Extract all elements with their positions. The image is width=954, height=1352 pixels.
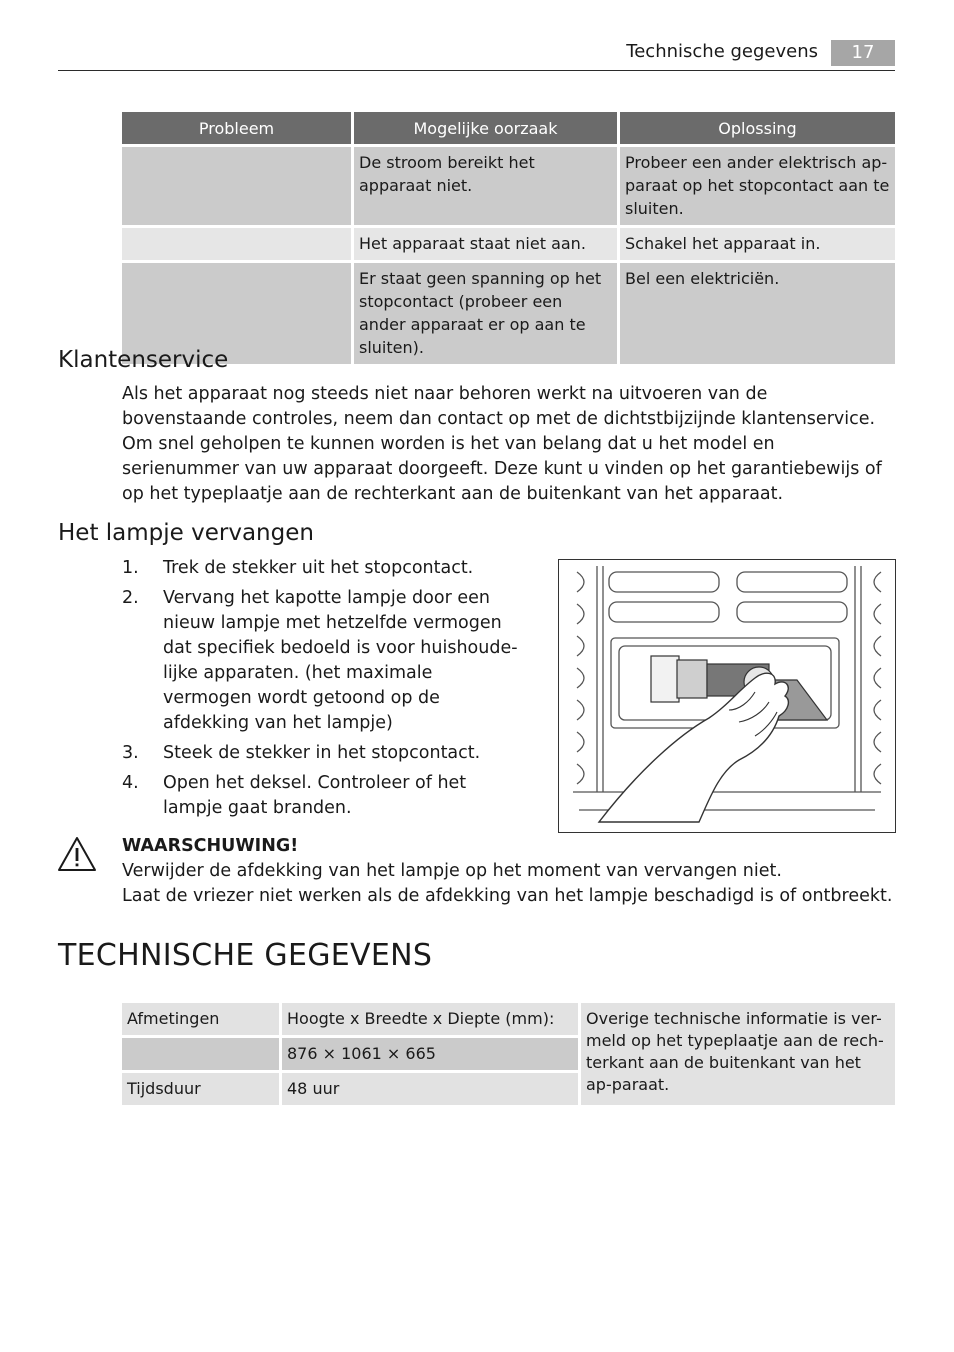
warning-triangle-icon — [57, 836, 97, 872]
list-item — [122, 771, 522, 821]
table-row — [122, 228, 895, 260]
afmetingen-label: Afmetingen — [122, 1003, 279, 1035]
table-row — [122, 147, 895, 225]
section-title: Technische gegevens — [626, 41, 818, 62]
step-number: 1. — [122, 558, 139, 578]
column-header-oplossing: Oplossing — [620, 112, 895, 144]
lamp-replacement-illustration — [558, 559, 896, 833]
cell-oplossing: Bel een elektriciën. — [620, 263, 895, 364]
warning-line-1: Verwijder de afdekking van het lampje op het moment van vervangen niet. — [122, 861, 782, 881]
list-item — [122, 741, 522, 766]
warning-title: WAARSCHUWING! — [122, 836, 299, 856]
lamp-illustration-drawing — [559, 560, 895, 832]
step-text: Open het deksel. Controleer of het lampje gaat branden. — [163, 773, 467, 818]
table-row — [122, 1003, 895, 1035]
troubleshooting-table — [119, 109, 898, 367]
step-text: Trek de stekker uit het stopcontact. — [163, 558, 474, 578]
cell-probleem — [122, 147, 351, 225]
table-header-row — [122, 112, 895, 144]
column-header-oorzaak: Mogelijke oorzaak — [354, 112, 617, 144]
tijdsduur-value: 48 uur — [282, 1073, 578, 1105]
lampje-steps-list — [122, 556, 522, 826]
klantenservice-heading: Klantenservice — [58, 347, 229, 373]
step-number: 2. — [122, 588, 139, 608]
technische-gegevens-heading: TECHNISCHE GEGEVENS — [58, 938, 433, 973]
cell-oplossing: Probeer een ander elektrisch ap-paraat op het stopcontact aan te sluiten. — [620, 147, 895, 225]
step-text: Vervang het kapotte lampje door een nieuw lampje met hetzelfde vermogen dat specifiek bedoeld is voor huishoude-lijke apparaten. (het maximale vermogen wordt getoond op de afdekking van het lampje) — [163, 588, 518, 733]
technische-note: Overige technische informatie is ver-meld op het typeplaatje aan de rech-terkant aan de buitenkant van het ap-paraat. — [581, 1003, 895, 1105]
cell-oorzaak: Het apparaat staat niet aan. — [354, 228, 617, 260]
header-rule — [58, 70, 895, 71]
cell-oplossing: Schakel het apparaat in. — [620, 228, 895, 260]
tijdsduur-label: Tijdsduur — [122, 1073, 279, 1105]
cell-oorzaak: De stroom bereikt het apparaat niet. — [354, 147, 617, 225]
klantenservice-text-1: Als het apparaat nog steeds niet naar behoren werkt na uitvoeren van de bovenstaande controles, neem dan contact op met de dichtstbijzijnde klantenservice. — [122, 384, 876, 429]
afmetingen-header: Hoogte x Breedte x Diepte (mm): — [282, 1003, 578, 1035]
page-number: 17 — [831, 40, 895, 66]
specifications-table — [119, 1000, 898, 1108]
lampje-heading: Het lampje vervangen — [58, 520, 314, 546]
list-item — [122, 586, 522, 736]
klantenservice-text-2: Om snel geholpen te kunnen worden is het van belang dat u het model en serienummer van uw apparaat doorgeeft. Deze kunt u vinden op het garantiebewijs of op het typeplaatje aan de rechterkant aan de buitenkant van het apparaat. — [122, 434, 882, 504]
table-row — [122, 263, 895, 364]
afmetingen-empty-cell — [122, 1038, 279, 1070]
step-number: 4. — [122, 773, 139, 793]
step-number: 3. — [122, 743, 139, 763]
afmetingen-value: 876 × 1061 × 665 — [282, 1038, 578, 1070]
cell-probleem — [122, 228, 351, 260]
warning-line-2: Laat de vriezer niet werken als de afdekking van het lampje beschadigd is of ontbreekt. — [122, 886, 893, 906]
list-item — [122, 556, 522, 581]
cell-oorzaak: Er staat geen spanning op het stopcontact (probeer een ander apparaat er op aan te sluiten). — [354, 263, 617, 364]
column-header-probleem: Probleem — [122, 112, 351, 144]
step-text: Steek de stekker in het stopcontact. — [163, 743, 481, 763]
